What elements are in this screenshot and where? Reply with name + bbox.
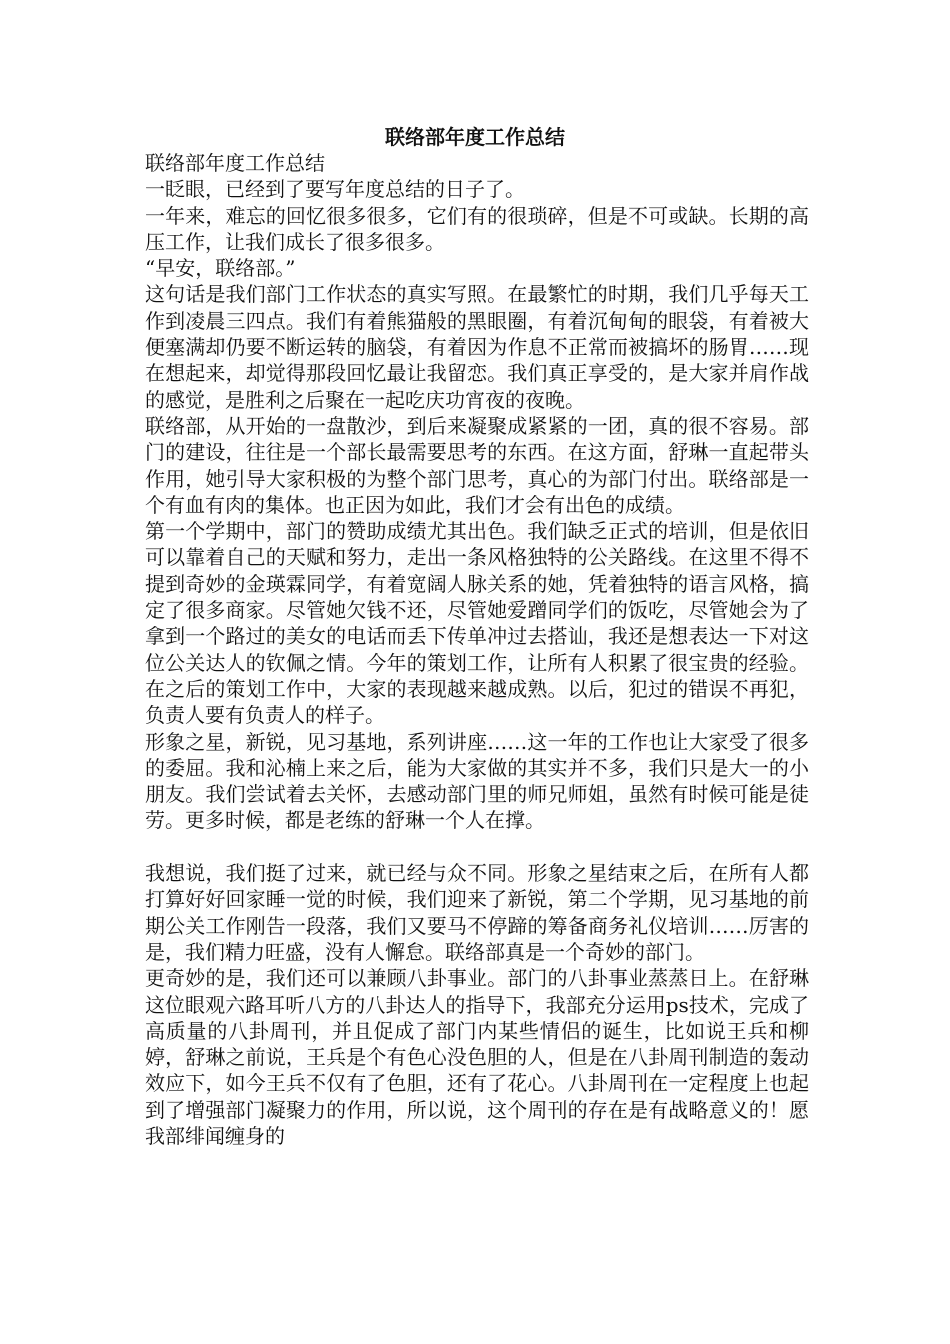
paragraph: “早安，联络部。” bbox=[145, 256, 296, 281]
paragraph: 一年来，难忘的回忆很多很多，它们有的很琐碎，但是不可或缺。长期的高压工作，让我们成长了很多很多。 bbox=[145, 203, 809, 254]
blank-line bbox=[145, 834, 809, 860]
paragraph: 这句话是我们部门工作状态的真实写照。在最繁忙的时期，我们几乎每天工作到凌晨三四点。我们有着熊猫般的黑眼圈，有着沉甸甸的眼袋，有着被大便塞满却仍要不断运转的脑袋，有着因为作息不正常而被搞坏的肠胃……现在想起来，却觉得那段回忆最让我留恋。我们真正享受的，是大家并肩作战的感觉，是胜利之后聚在一起吃庆功宵夜的夜晚。 bbox=[145, 282, 809, 412]
paragraph: 形象之星，新锐，见习基地，系列讲座……这一年的工作也让大家受了很多的委屈。我和沁楠上来之后，能为大家做的其实并不多，我们只是大一的小朋友。我们尝试着去关怀，去感动部门里的师兄师姐，虽然有时候可能是徒劳。更多时候，都是老练的舒琳一个人在撑。 bbox=[145, 729, 809, 833]
paragraph: 一眨眼，已经到了要写年度总结的日子了。 bbox=[145, 177, 525, 202]
paragraph: 联络部，从开始的一盘散沙，到后来凝聚成紧紧的一团，真的很不容易。部门的建设，往往是一个部长最需要思考的东西。在这方面，舒琳一直起带头作用，她引导大家积极的为整个部门思考，真心的为部门付出。联络部是一个有血有肉的集体。也正因为如此，我们才会有出色的成绩。 bbox=[145, 413, 809, 517]
paragraph: 我想说，我们挺了过来，就已经与众不同。形象之星结束之后，在所有人都打算好好回家睡一觉的时候，我们迎来了新锐，第二个学期，见习基地的前期公关工作刚告一段落，我们又要马不停蹄的筹备商务礼仪培训……厉害的是，我们精力旺盛，没有人懈怠。联络部真是一个奇妙的部门。 bbox=[145, 861, 809, 964]
document-body bbox=[145, 150, 809, 1149]
paragraph: 更奇妙的是，我们还可以兼顾八卦事业。部门的八卦事业蒸蒸日上。在舒琳这位眼观六路耳听八方的八卦达人的指导下，我部充分运用ps技术，完成了高质量的八卦周刊，并且促成了部门内某些情侣的诞生，比如说王兵和柳婷，舒琳之前说，王兵是个有色心没色胆的人，但是在八卦周刊制造的轰动效应下，如今王兵不仅有了色胆，还有了花心。八卦周刊在一定程度上也起到了增强部门凝聚力的作用，所以说，这个周刊的存在是有战略意义的！愿我部绯闻缠身的 bbox=[145, 966, 809, 1148]
document-title: 联络部年度工作总结 bbox=[385, 125, 565, 149]
paragraph: 第一个学期中，部门的赞助成绩尤其出色。我们缺乏正式的培训，但是依旧可以靠着自己的天赋和努力，走出一条风格独特的公关路线。在这里不得不提到奇妙的金瑛霖同学，有着宽阔人脉关系的她，凭着独特的语言风格，搞定了很多商家。尽管她欠钱不还，尽管她爱蹭同学们的饭吃，尽管她会为了拿到一个路过的美女的电话而丢下传单冲过去搭讪，我还是想表达一下对这位公关达人的钦佩之情。今年的策划工作，让所有人积累了很宝贵的经验。在之后的策划工作中，大家的表现越来越成熟。以后，犯过的错误不再犯，负责人要有负责人的样子。 bbox=[145, 519, 809, 728]
paragraph: 联络部年度工作总结 bbox=[145, 151, 325, 175]
